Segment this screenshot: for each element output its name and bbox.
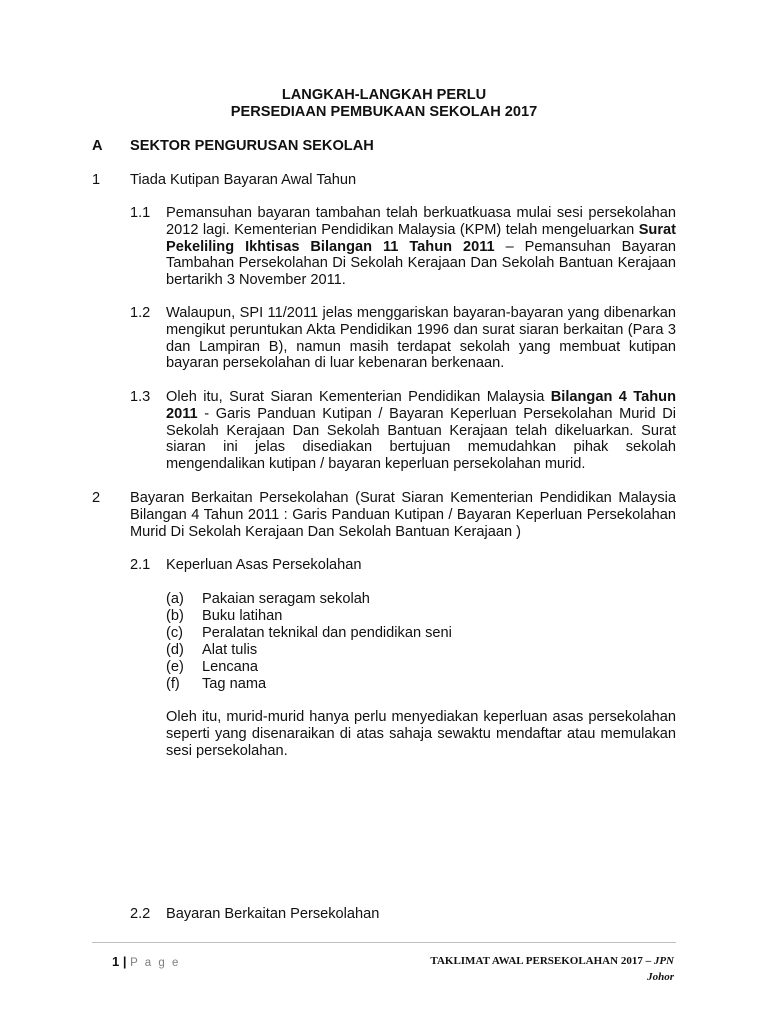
section-a-heading: SEKTOR PENGURUSAN SEKOLAH xyxy=(130,138,374,154)
para-1-1-text xyxy=(166,205,676,289)
para-2-1-closing: Oleh itu, murid-murid hanya perlu menyediakan keperluan asas persekolahan seperti yang disenaraikan di atas sahaja sewaktu mendaftar atau memulakan sesi persekolahan. xyxy=(166,709,676,759)
list-item xyxy=(166,676,266,693)
page-separator: | xyxy=(122,954,127,969)
para-1-1-number: 1.1 xyxy=(130,205,151,221)
list-item xyxy=(166,608,282,625)
para-1-3-text xyxy=(166,389,676,473)
list-item-text: Lencana xyxy=(202,659,258,675)
footer-page-indicator xyxy=(112,954,180,972)
footer-title-johor: Johor xyxy=(647,971,674,983)
para-1-3-number: 1.3 xyxy=(130,389,151,405)
list-item xyxy=(166,642,257,659)
para-2-2-number: 2.2 xyxy=(130,906,151,922)
para-1-2-number: 1.2 xyxy=(130,305,151,321)
list-item-text: Buku latihan xyxy=(202,608,283,624)
footer-title-jpn: JPN xyxy=(653,955,674,967)
footer-title xyxy=(430,953,674,985)
list-item-label: (b) xyxy=(166,608,184,624)
para-1-3-text-a: Oleh itu, Surat Siaran Kementerian Pendidikan Malaysia xyxy=(166,389,551,405)
para-1-3-text-b: - Garis Panduan Kutipan / Bayaran Keperluan Persekolahan Murid Di Sekolah Kerajaan Dan Sekolah Bantuan Kerajaan telah dikeluarkan. Surat siaran ini jelas disediakan bertujuan memudahkan pihak sekolah mengendalikan kutipan / bayaran keperluan persekolahan murid. xyxy=(166,405,676,473)
list-item-label: (c) xyxy=(166,625,184,641)
list-item-label: (e) xyxy=(166,659,184,675)
para-2-1-number: 2.1 xyxy=(130,557,151,573)
list-item xyxy=(166,625,452,642)
page-number: 1 xyxy=(112,954,120,969)
para-1-1-text-b: – Pemansuhan Bayaran Tambahan Persekolahan Di Sekolah Kerajaan Dan Sekolah Bantuan Kerajaan bertarikh 3 November 2011. xyxy=(166,238,676,289)
para-1-1-bold: Surat Pekeliling Ikhtisas Bilangan 11 Tahun 2011 xyxy=(166,221,676,255)
para-1-3-bold: Bilangan 4 Tahun 2011 xyxy=(166,389,676,422)
list-item-text: Peralatan teknikal dan pendidikan seni xyxy=(202,625,452,641)
document-title-line2: PERSEDIAAN PEMBUKAAN SEKOLAH 2017 xyxy=(230,104,538,120)
item1-heading: Tiada Kutipan Bayaran Awal Tahun xyxy=(130,172,357,188)
list-item xyxy=(166,659,258,676)
list-item-label: (d) xyxy=(166,642,184,658)
list-item-label: (f) xyxy=(166,676,180,692)
para-1-2-text: Walaupun, SPI 11/2011 jelas menggariskan bayaran-bayaran yang dibenarkan mengikut peruntukan Akta Pendidikan 1996 dan surat siaran berkaitan (Para 3 dan Lampiran B), namun masih terdapat sekolah yang membuat kutipan bayaran persekolahan di luar kebenaran berkenaan. xyxy=(166,305,676,372)
list-item xyxy=(166,591,370,608)
requirements-list xyxy=(166,591,566,693)
list-item-label: (a) xyxy=(166,591,184,607)
item2-number: 2 xyxy=(92,490,101,506)
item2-text: Bayaran Berkaitan Persekolahan (Surat Siaran Kementerian Pendidikan Malaysia Bilangan 4 Tahun 2011 : Garis Panduan Kutipan / Bayaran Keperluan Persekolahan Murid Di Sekolah Kerajaan Dan Sekolah Bantuan Kerajaan ) xyxy=(130,490,676,540)
list-item-text: Tag nama xyxy=(202,676,267,692)
footer-title-text: TAKLIMAT AWAL PERSEKOLAHAN 2017 – xyxy=(430,955,652,967)
document-title-line1: LANGKAH-LANGKAH PERLU xyxy=(281,87,487,103)
para-2-2-heading: Bayaran Berkaitan Persekolahan xyxy=(166,906,380,922)
section-a-letter: A xyxy=(92,138,103,154)
para-1-1-text-a: Pemansuhan bayaran tambahan telah berkuatkuasa mulai sesi persekolahan 2012 lagi. Kementerian Pendidikan Malaysia (KPM) telah mengeluarkan xyxy=(166,205,676,238)
item1-number: 1 xyxy=(92,172,101,188)
list-item-text: Pakaian seragam sekolah xyxy=(202,591,370,607)
footer-divider xyxy=(92,942,676,943)
para-2-1-heading: Keperluan Asas Persekolahan xyxy=(166,557,362,573)
list-item-text: Alat tulis xyxy=(202,642,258,658)
page-word: P a g e xyxy=(130,957,181,969)
